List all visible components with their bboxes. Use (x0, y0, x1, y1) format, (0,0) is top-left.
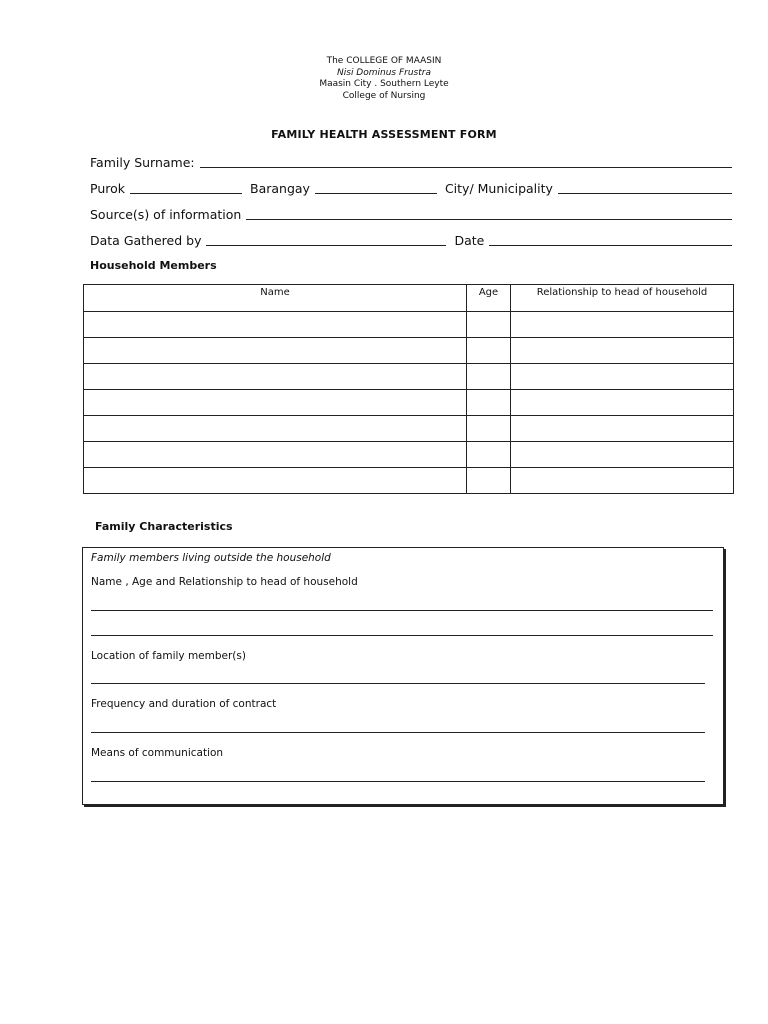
column-age: Age (467, 285, 511, 312)
table-row (84, 390, 734, 416)
name-cell[interactable] (84, 312, 467, 338)
household-heading: Household Members (90, 259, 217, 272)
age-cell[interactable] (467, 442, 511, 468)
college-name: College of Nursing (342, 90, 426, 101)
purok-field[interactable] (130, 181, 242, 194)
gathered-row (90, 230, 732, 248)
institution-motto: Nisi Dominus Frustra (337, 67, 431, 78)
relationship-cell[interactable] (511, 416, 734, 442)
family-surname-field[interactable] (200, 155, 732, 168)
institution-location: Maasin City . Southern Leyte (319, 79, 449, 89)
sources-label: Source(s) of information (90, 207, 242, 222)
relationship-cell[interactable] (511, 364, 734, 390)
outside-household-label: Family members living outside the household (91, 552, 331, 564)
city-label: City/ Municipality (444, 181, 553, 196)
table-header-row (84, 285, 734, 312)
purok-label: Purok (90, 181, 125, 196)
relationship-cell[interactable] (511, 312, 734, 338)
name-age-relationship-label: Name , Age and Relationship to head of household (91, 576, 358, 588)
relationship-cell[interactable] (511, 468, 734, 494)
age-cell[interactable] (467, 312, 511, 338)
column-relationship: Relationship to head of household (511, 285, 734, 312)
frequency-label: Frequency and duration of contract (91, 698, 277, 710)
age-cell[interactable] (467, 468, 511, 494)
age-cell[interactable] (467, 416, 511, 442)
barangay-field[interactable] (315, 181, 437, 194)
table-row (84, 338, 734, 364)
table-row (84, 468, 734, 494)
family-characteristics-box (82, 547, 724, 805)
column-name: Name (84, 285, 467, 312)
means-line[interactable] (91, 781, 705, 782)
family-surname-row (90, 152, 732, 170)
relationship-cell[interactable] (511, 442, 734, 468)
gathered-by-label: Data Gathered by (90, 233, 202, 248)
name-cell[interactable] (84, 390, 467, 416)
household-members-table (83, 284, 734, 494)
name-cell[interactable] (84, 338, 467, 364)
age-cell[interactable] (467, 338, 511, 364)
frequency-line[interactable] (91, 732, 705, 733)
name-age-relationship-line-2[interactable] (91, 635, 713, 636)
name-cell[interactable] (84, 364, 467, 390)
relationship-cell[interactable] (511, 390, 734, 416)
table-row (84, 312, 734, 338)
gathered-by-field[interactable] (206, 233, 446, 246)
city-field[interactable] (558, 181, 732, 194)
form-title: FAMILY HEALTH ASSESSMENT FORM (271, 128, 497, 141)
date-field[interactable] (489, 233, 732, 246)
date-label: Date (454, 233, 485, 248)
age-cell[interactable] (467, 390, 511, 416)
family-surname-label: Family Surname: (90, 155, 195, 170)
barangay-label: Barangay (250, 181, 310, 196)
name-age-relationship-line-1[interactable] (91, 610, 713, 611)
family-characteristics-heading: Family Characteristics (95, 520, 233, 533)
table-row (84, 442, 734, 468)
table-row (84, 364, 734, 390)
address-row (90, 178, 732, 196)
location-line[interactable] (91, 683, 705, 684)
school-header (0, 56, 768, 102)
age-cell[interactable] (467, 364, 511, 390)
relationship-cell[interactable] (511, 338, 734, 364)
table-row (84, 416, 734, 442)
sources-field[interactable] (246, 207, 732, 220)
means-label: Means of communication (91, 747, 224, 759)
name-cell[interactable] (84, 416, 467, 442)
sources-row (90, 204, 732, 222)
name-cell[interactable] (84, 468, 467, 494)
name-cell[interactable] (84, 442, 467, 468)
location-label: Location of family member(s) (91, 650, 246, 662)
institution-name: The COLLEGE OF MAASIN (326, 56, 442, 66)
